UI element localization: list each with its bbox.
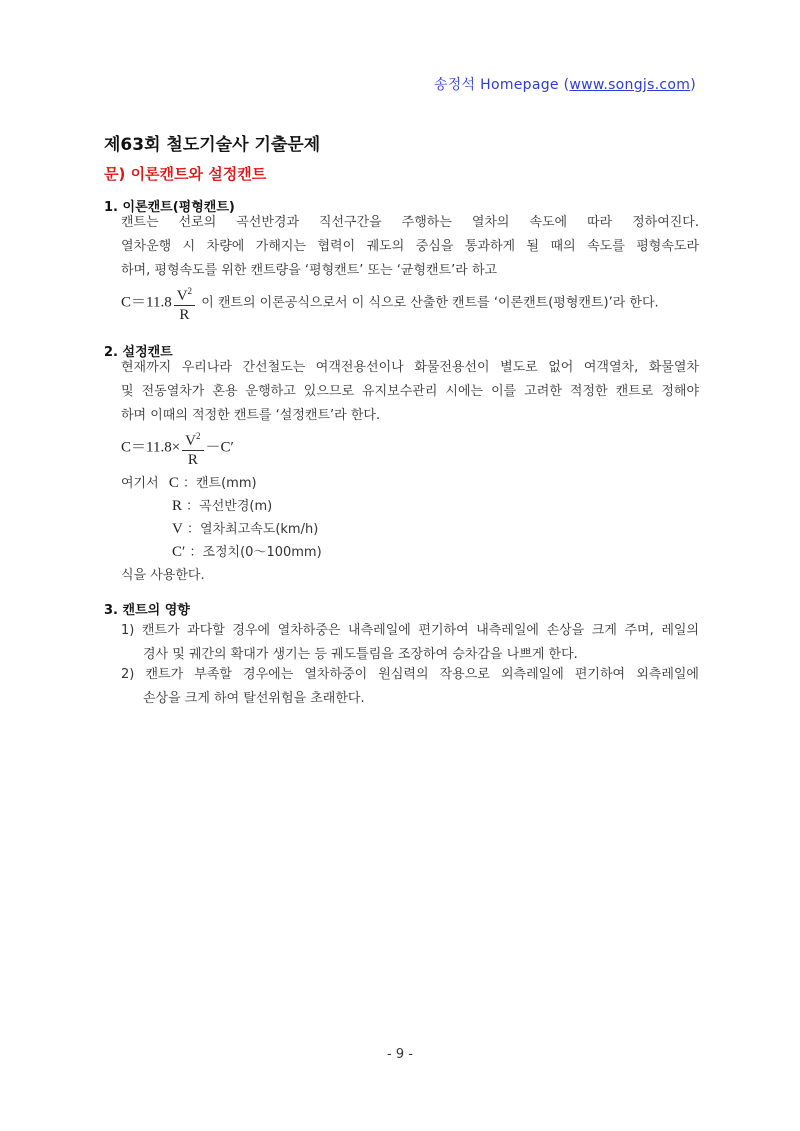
list-item-line: 1) 캔트가 과다할 경우에 열차하중은 내측레일에 편기하여 내측레일에 손상을 크게 주며, 레일의	[121, 623, 699, 638]
definition-symbol: V	[172, 521, 183, 537]
fraction-numerator: V	[185, 433, 197, 449]
definition-row	[172, 495, 272, 515]
paragraph-line: 열차운행 시 차량에 가해지는 협력이 궤도의 중심을 통과하게 될 때의 속도를 평형속도라	[121, 239, 699, 254]
definition-symbol: C′	[172, 544, 186, 560]
section-3-heading: 3. 캔트의 영향	[104, 603, 190, 618]
paragraph-line: 및 전동열차가 혼용 운행하고 있으므로 유지보수관리 시에는 이를 고려한 적정한 캔트로 정해야	[121, 384, 699, 399]
question-heading: 문) 이론캔트와 설정캔트	[104, 165, 267, 183]
page-number: - 9 -	[387, 1047, 413, 1062]
section-1-heading: 1. 이론캔트(평형캔트)	[104, 200, 235, 215]
fraction-numerator: V	[176, 288, 188, 304]
formula-fraction	[174, 282, 195, 324]
formula-description: 이 캔트의 이론공식으로서 이 식으로 산출한 캔트를 ‘이론캔트(평형캔트)’라 한다.	[201, 295, 659, 311]
theoretical-cant-formula	[121, 282, 659, 324]
paragraph-line: 캔트는 선로의 곡선반경과 직선구간을 주행하는 열차의 속도에 따라 정하여진다.	[121, 215, 699, 230]
header-suffix: )	[690, 77, 696, 93]
definition-symbol: C	[168, 475, 179, 491]
section-2-heading: 2. 설정캔트	[104, 345, 173, 360]
fraction-exponent: 2	[196, 431, 201, 441]
formula-lhs: C＝11.8	[121, 294, 172, 311]
set-cant-formula	[121, 427, 234, 469]
page-title: 제63회 철도기술사 기출문제	[104, 135, 321, 155]
paragraph-line: 현재까지 우리나라 간선철도는 여객전용선이나 화물전용선이 별도로 없어 여객열차, 화물열차	[121, 360, 699, 375]
formula-rhs: －C′	[205, 439, 234, 456]
definition-symbol: R	[172, 498, 183, 514]
definition-desc: ：조정치(0～100mm)	[189, 545, 322, 560]
list-item	[121, 619, 699, 667]
list-item-line: 2) 캔트가 부족할 경우에는 열차하중이 원심력의 작용으로 외측레일에 편기하여 외측레일에	[121, 667, 699, 682]
paragraph-line: 하며, 평형속도를 위한 캔트량을 ‘평형캔트’ 또는 ‘균형캔트’라 하고	[121, 263, 498, 278]
list-item-line: 손상을 크게 하여 탈선위험을 초래한다.	[143, 691, 365, 706]
definition-desc: ：캔트(mm)	[182, 476, 257, 491]
list-item	[121, 663, 699, 711]
formula-lhs: C＝11.8×	[121, 439, 181, 456]
definition-row	[172, 518, 318, 538]
section-2-paragraph	[121, 356, 699, 428]
definition-row	[121, 472, 257, 492]
where-label: 여기서	[121, 476, 159, 491]
fraction-exponent: 2	[187, 286, 193, 296]
list-item-line: 경사 및 궤간의 확대가 생기는 등 궤도틀림을 조장하여 승차감을 나쁘게 한다.	[143, 647, 578, 662]
homepage-link[interactable]: www.songjs.com	[569, 77, 691, 93]
fraction-denominator: R	[187, 452, 198, 468]
closing-text: 식을 사용한다.	[121, 568, 205, 583]
site-header	[434, 74, 696, 94]
definition-desc: ：곡선반경(m)	[186, 499, 273, 514]
fraction-denominator: R	[179, 307, 190, 323]
definition-desc: ：열차최고속도(km/h)	[186, 522, 319, 537]
section-1-paragraph	[121, 211, 699, 283]
header-prefix: 송정석 Homepage (	[433, 77, 570, 93]
paragraph-line: 하며 이때의 적정한 캔트를 ‘설정캔트’라 한다.	[121, 408, 381, 423]
definition-row	[172, 541, 322, 561]
formula-fraction	[182, 427, 203, 469]
